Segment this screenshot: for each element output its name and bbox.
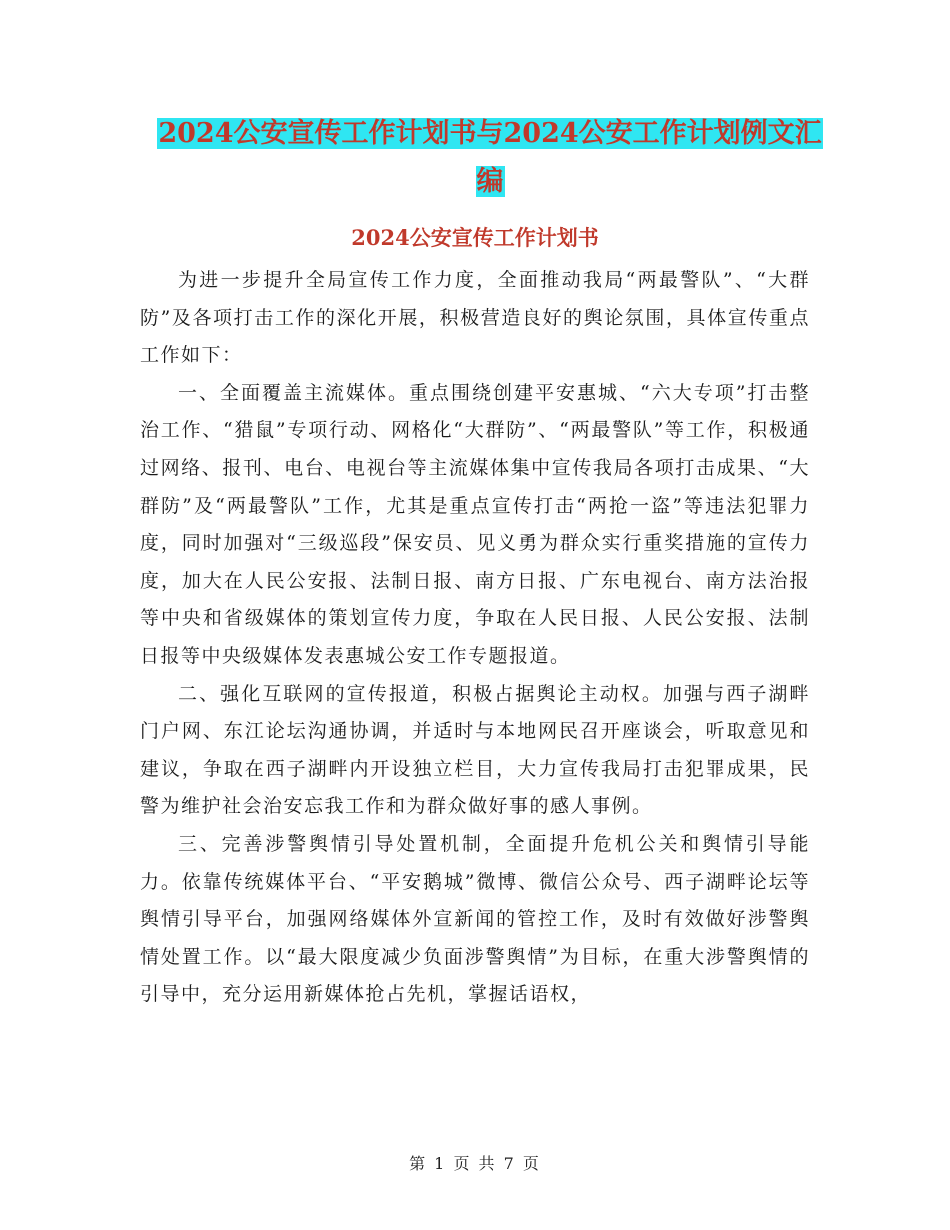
document-title (150, 110, 830, 206)
document-title-text: 2024公安宣传工作计划书与2024公安工作计划例文汇编 (158, 118, 822, 197)
paragraph-intro: 为进一步提升全局宣传工作力度，全面推动我局“两最警队”、“大群防”及各项打击工作的深化开展，积极营造良好的舆论氛围，具体宣传重点工作如下： (140, 269, 810, 367)
paragraph-section-1: 一、全面覆盖主流媒体。重点围绕创建平安惠城、“六大专项”打击整治工作、“猎鼠”专项行动、网格化“大群防”、“两最警队”等工作，积极通过网络、报刊、电台、电视台等主流媒体集中宣传我局各项打击成果、“大群防”及“两最警队”工作，尤其是重点宣传打击“两抢一盗”等违法犯罪力度，同时加强对“三级巡段”保安员、见义勇为群众实行重奖措施的宣传力度，加大在人民公安报、法制日报、南方日报、广东电视台、南方法治报等中央和省级媒体的策划宣传力度，争取在人民日报、人民公安报、法制日报等中央级媒体发表惠城公安工作专题报道。 (140, 381, 810, 667)
section-title: 2024公安宣传工作计划书 (351, 225, 599, 250)
page-footer (0, 1152, 950, 1176)
page-number: 第 1 页 共 7 页 (409, 1154, 541, 1173)
paragraph-section-3: 三、完善涉警舆情引导处置机制，全面提升危机公关和舆情引导能力。依靠传统媒体平台、“平安鹅城”微博、微信公众号、西子湖畔论坛等舆情引导平台，加强网络媒体外宣新闻的管控工作，及时有效做好涉警舆情处置工作。以“最大限度减少负面涉警舆情”为目标，在重大涉警舆情的引导中，充分运用新媒体抢占先机，掌握话语权， (140, 832, 810, 1006)
document-body (140, 262, 810, 1014)
paragraph-section-2: 二、强化互联网的宣传报道，积极占据舆论主动权。加强与西子湖畔门户网、东江论坛沟通协调，并适时与本地网民召开座谈会，听取意见和建议，争取在西子湖畔内开设独立栏目，大力宣传我局打击犯罪成果，民警为维护社会治安忘我工作和为群众做好事的感人事例。 (140, 682, 810, 818)
